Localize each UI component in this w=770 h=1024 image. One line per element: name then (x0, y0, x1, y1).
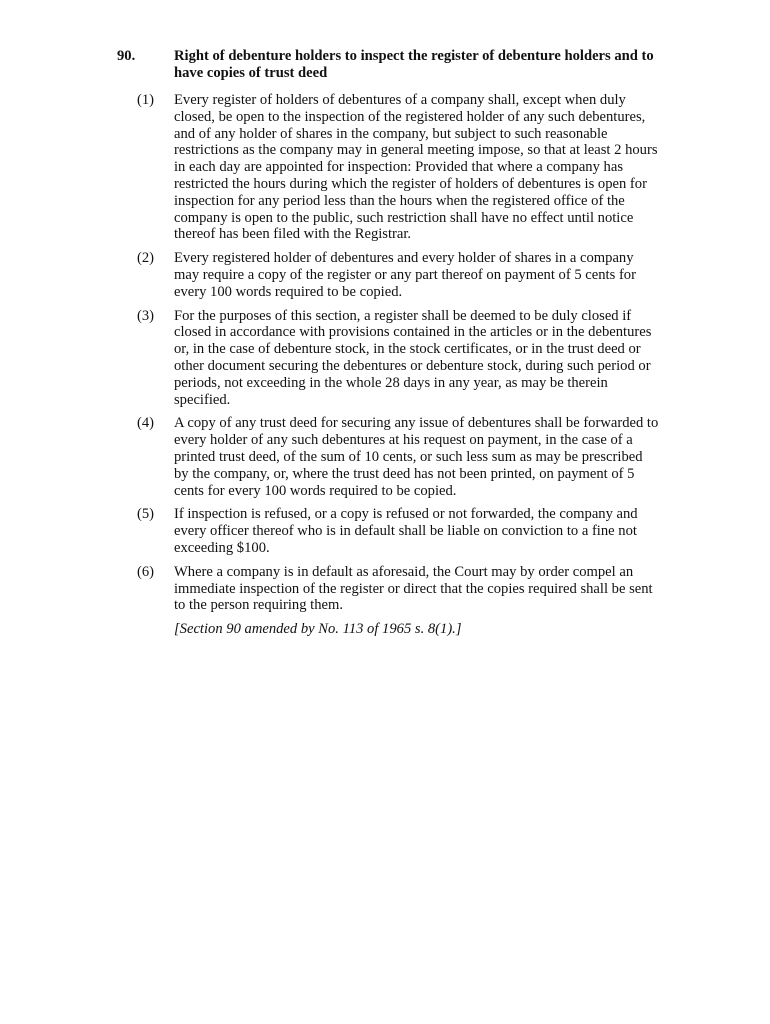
subsection-text: Every registered holder of debentures and every holder of shares in a company may require a copy of the register or any part thereof on payment of 5 cents for every 100 words required to be copied. (174, 250, 636, 300)
subsection-6 (117, 564, 677, 614)
subsection-list (117, 92, 677, 638)
subsection-text: Where a company is in default as aforesaid, the Court may by order compel an immediate inspection of the register or direct that the copies required shall be sent to the person requiring them. (174, 563, 653, 614)
subsection-text: Every register of holders of debentures of a company shall, except when duly closed, be open to the inspection of the registered holder of any such debentures, and of any holder of shares in the company, but subject to such reasonable restrictions as the company may in general meeting impose, so that at least 2 hours in each day are appointed for inspection: Provided that where a company has restricted the hours during which the register of holders of debentures is open for inspection for any period less than the hours when the registered office of the company is open to the public, such restriction shall have no effect until notice thereof has been filed with the Registrar. (174, 92, 658, 243)
subsection-4 (117, 415, 677, 499)
subsection-number: (4) (137, 415, 155, 432)
subsection-5 (117, 506, 677, 556)
subsection-text: A copy of any trust deed for securing any issue of debentures shall be forwarded to every holder of any such debentures at his request on payment, in the case of a printed trust deed, of the sum of 10 cents, or such less sum as may be prescribed by the company, or, where the trust deed has not been printed, on payment of 5 cents for every 100 words required to be copied. (174, 415, 659, 499)
subsection-number: (6) (137, 563, 155, 580)
subsection-number: (5) (137, 506, 155, 523)
subsection-2 (117, 250, 677, 300)
subsection-text: If inspection is refused, or a copy is refused or not forwarded, the company and every officer thereof who is in default shall be liable on conviction to a fine not exceeding $100. (174, 506, 638, 556)
subsection-number: (2) (137, 250, 155, 267)
amendment-note: [Section 90 amended by No. 113 of 1965 s. 8(1).] (174, 621, 462, 638)
subsection-number: (1) (137, 92, 155, 108)
subsection-3 (117, 308, 677, 409)
section-number: 90. (117, 48, 136, 64)
section-title: Right of debenture holders to inspect the register of debenture holders and to have copies of trust deed (174, 48, 654, 81)
subsection-text: For the purposes of this section, a register shall be deemed to be duly closed if closed in accordance with provisions contained in the articles or in the debentures or, in the case of debenture stock, in the stock certificates, or in the trust deed or other document securing the debentures or debenture stock, during such period or periods, not exceeding in the whole 28 days in any year, as may be therein specified. (174, 307, 652, 408)
subsection-number: (3) (137, 307, 155, 324)
subsection-1 (117, 92, 677, 243)
